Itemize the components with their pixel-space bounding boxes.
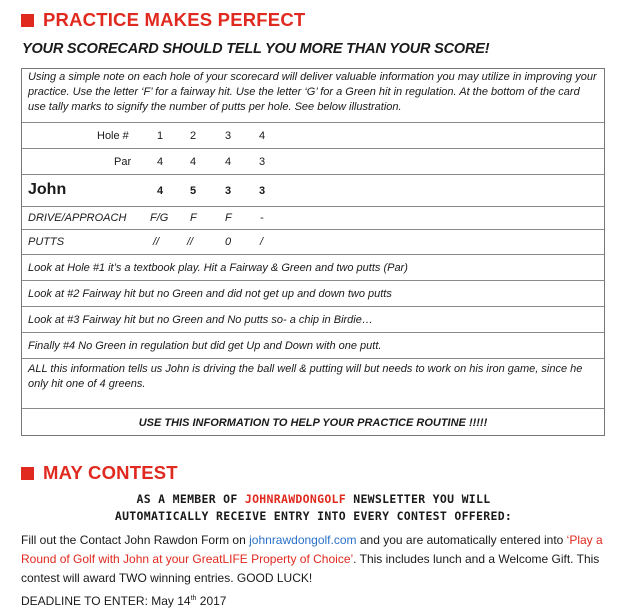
hole-row	[22, 123, 604, 149]
prize-text: ‘Play a Round of Golf with John at your GreatLIFE Property of Choice’	[21, 533, 603, 566]
red-square-icon	[21, 14, 34, 27]
par-label: Par	[114, 156, 132, 168]
hole-1: 1	[157, 130, 164, 142]
note-hole-3: Look at #3 Fairway hit but no Green and No putts so- a chip in Birdie…	[22, 307, 604, 333]
putts-3: 0	[225, 236, 232, 248]
brand-name: JOHNRAWDONGOLF	[244, 492, 346, 506]
drive-label: DRIVE/APPROACH	[28, 212, 127, 224]
contest-line-1-start: AS A MEMBER OF	[136, 492, 245, 506]
putts-4: /	[260, 236, 264, 248]
par-1: 4	[157, 156, 164, 168]
contest-heading-text: MAY CONTEST	[43, 462, 178, 483]
contest-line-1-end: NEWSLETTER YOU WILL	[346, 492, 491, 506]
note-hole-2: Look at #2 Fairway hit but no Green and did not get up and down two putts	[22, 281, 604, 307]
putts-1: //	[153, 236, 160, 248]
note-hole-1: Look at Hole #1 it’s a textbook play. Hit a Fairway & Green and two putts (Par)	[22, 255, 604, 281]
hole-label: Hole #	[97, 130, 129, 142]
contest-heading	[21, 462, 178, 484]
deadline-year: 2017	[196, 594, 227, 608]
score-3: 3	[225, 185, 232, 197]
practice-heading-text: PRACTICE MAKES PERFECT	[43, 9, 306, 30]
contest-line-2: AUTOMATICALLY RECEIVE ENTRY INTO EVERY CONTEST OFFERED:	[114, 509, 513, 523]
drive-1: F/G	[150, 212, 169, 224]
deadline-sup: th	[190, 595, 197, 602]
putts-label: PUTTS	[28, 236, 65, 248]
red-square-icon	[21, 467, 34, 480]
contest-line-1	[0, 492, 627, 506]
drive-2: F	[190, 212, 197, 224]
par-4: 3	[259, 156, 266, 168]
putts-row	[22, 230, 604, 255]
hole-3: 3	[225, 130, 232, 142]
note-hole-4: Finally #4 No Green in regulation but did get Up and Down with one putt.	[22, 333, 604, 359]
para-text-b: and you are automatically entered into	[356, 533, 567, 547]
practice-subtitle: YOUR SCORECARD SHOULD TELL YOU MORE THAN YOUR SCORE!	[22, 41, 490, 57]
deadline-text: DEADLINE TO ENTER: May 14	[21, 594, 191, 608]
drive-4: -	[260, 212, 264, 224]
practice-footer: USE THIS INFORMATION TO HELP YOUR PRACTICE ROUTINE !!!!!	[138, 416, 488, 429]
hole-2: 2	[190, 130, 197, 142]
note-summary: ALL this information tells us John is driving the ball well & putting will but needs to work on his iron game, since he only hit one of 4 greens.	[22, 359, 604, 409]
player-row	[22, 175, 604, 207]
para-text-c: . This includes lunch and a Welcome Gift. This contest will award TWO winning entries. GOOD LUCK!	[21, 552, 600, 585]
score-2: 5	[190, 185, 197, 197]
practice-heading	[21, 9, 305, 31]
putts-2: //	[187, 236, 194, 248]
contest-paragraph	[21, 531, 611, 588]
score-4: 3	[259, 185, 266, 197]
drive-row	[22, 207, 604, 230]
score-1: 4	[157, 185, 164, 197]
par-3: 4	[225, 156, 232, 168]
para-text-a: Fill out the Contact John Rawdon Form on	[21, 533, 250, 547]
scorecard-box	[21, 68, 605, 436]
website-link[interactable]: johnrawdongolf.com	[249, 533, 357, 547]
player-name: John	[28, 181, 67, 198]
par-row	[22, 149, 604, 175]
intro-text: Using a simple note on each hole of your scorecard will deliver valuable information you may utilize in improving your practice. Use the letter ‘F’ for a fairway hit. Use the letter ‘G’ for a Green hit in regulation. At the bottom of the card use tally marks to signify the number of putts per hole. See below illustration.	[22, 69, 604, 123]
hole-4: 4	[259, 130, 266, 142]
deadline	[21, 594, 226, 608]
par-2: 4	[190, 156, 197, 168]
drive-3: F	[225, 212, 232, 224]
